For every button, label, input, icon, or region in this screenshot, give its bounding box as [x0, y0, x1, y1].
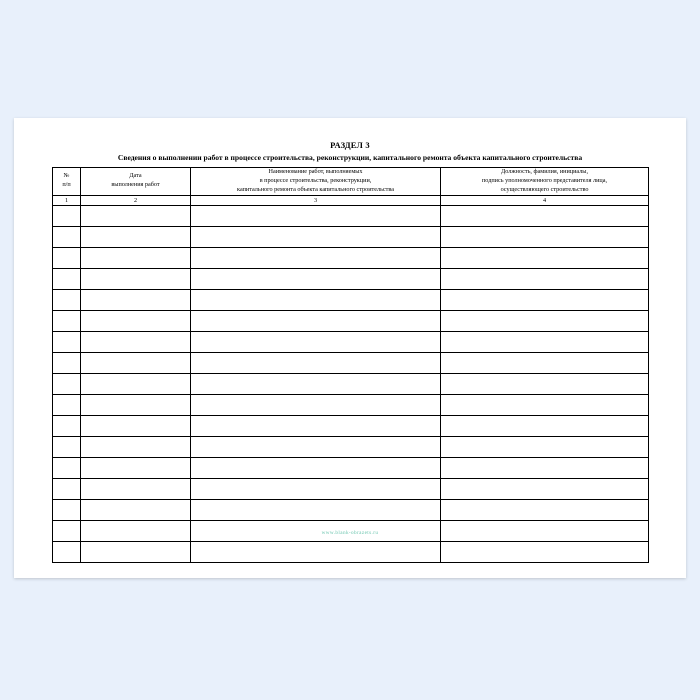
row-cell-representative[interactable]: [441, 436, 649, 457]
header-line: капитального ремонта объекта капитального строительства: [237, 185, 394, 193]
table-row[interactable]: [53, 415, 649, 436]
row-cell-date[interactable]: [81, 247, 191, 268]
table-body: [53, 205, 649, 562]
column-header-works-name: [191, 168, 441, 196]
table-row[interactable]: [53, 373, 649, 394]
table-row[interactable]: [53, 478, 649, 499]
row-cell-date[interactable]: [81, 415, 191, 436]
row-cell-number[interactable]: [53, 226, 81, 247]
row-cell-works-name[interactable]: [191, 394, 441, 415]
row-cell-representative[interactable]: [441, 373, 649, 394]
row-cell-date[interactable]: [81, 289, 191, 310]
row-cell-works-name[interactable]: [191, 541, 441, 562]
column-number-cell: 1: [53, 195, 81, 205]
row-cell-date[interactable]: [81, 499, 191, 520]
table-header-row: [53, 168, 649, 196]
column-number-cell: 4: [441, 195, 649, 205]
row-cell-representative[interactable]: [441, 520, 649, 541]
row-cell-works-name[interactable]: [191, 520, 441, 541]
column-number-cell: 3: [191, 195, 441, 205]
row-cell-number[interactable]: [53, 415, 81, 436]
row-cell-works-name[interactable]: [191, 247, 441, 268]
header-line: п/п: [62, 181, 71, 189]
table-row[interactable]: [53, 331, 649, 352]
row-cell-date[interactable]: [81, 373, 191, 394]
row-cell-works-name[interactable]: [191, 499, 441, 520]
column-header-number: [53, 168, 81, 196]
table-row[interactable]: [53, 268, 649, 289]
row-cell-number[interactable]: [53, 205, 81, 226]
row-cell-works-name[interactable]: [191, 331, 441, 352]
row-cell-works-name[interactable]: [191, 268, 441, 289]
row-cell-representative[interactable]: [441, 478, 649, 499]
row-cell-date[interactable]: [81, 436, 191, 457]
table-row[interactable]: [53, 541, 649, 562]
row-cell-number[interactable]: [53, 478, 81, 499]
row-cell-works-name[interactable]: [191, 436, 441, 457]
row-cell-works-name[interactable]: [191, 373, 441, 394]
row-cell-number[interactable]: [53, 499, 81, 520]
row-cell-representative[interactable]: [441, 499, 649, 520]
row-cell-date[interactable]: [81, 331, 191, 352]
row-cell-representative[interactable]: [441, 268, 649, 289]
row-cell-number[interactable]: [53, 268, 81, 289]
row-cell-works-name[interactable]: [191, 289, 441, 310]
row-cell-works-name[interactable]: [191, 310, 441, 331]
row-cell-number[interactable]: [53, 541, 81, 562]
row-cell-date[interactable]: [81, 478, 191, 499]
header-line: Должность, фамилия, инициалы,: [501, 168, 588, 175]
table-row[interactable]: [53, 499, 649, 520]
row-cell-date[interactable]: [81, 520, 191, 541]
row-cell-representative[interactable]: [441, 541, 649, 562]
table-row[interactable]: [53, 352, 649, 373]
row-cell-representative[interactable]: [441, 247, 649, 268]
row-cell-number[interactable]: [53, 394, 81, 415]
row-cell-number[interactable]: [53, 247, 81, 268]
row-cell-number[interactable]: [53, 352, 81, 373]
works-register-table: [52, 167, 649, 563]
header-line: Дата: [129, 172, 142, 180]
header-line: №: [63, 172, 70, 180]
row-cell-date[interactable]: [81, 457, 191, 478]
row-cell-representative[interactable]: [441, 394, 649, 415]
table-row[interactable]: [53, 520, 649, 541]
row-cell-number[interactable]: [53, 520, 81, 541]
row-cell-number[interactable]: [53, 289, 81, 310]
row-cell-number[interactable]: [53, 373, 81, 394]
row-cell-works-name[interactable]: [191, 205, 441, 226]
document-content: [52, 140, 648, 563]
row-cell-representative[interactable]: [441, 205, 649, 226]
table-column-numbers-row: [53, 195, 649, 205]
row-cell-number[interactable]: [53, 331, 81, 352]
table-row[interactable]: [53, 436, 649, 457]
document-page: [14, 118, 686, 578]
row-cell-works-name[interactable]: [191, 352, 441, 373]
row-cell-representative[interactable]: [441, 331, 649, 352]
row-cell-date[interactable]: [81, 352, 191, 373]
table-row[interactable]: [53, 394, 649, 415]
header-line: Наименование работ, выполняемых: [268, 168, 363, 175]
row-cell-number[interactable]: [53, 457, 81, 478]
row-cell-works-name[interactable]: [191, 478, 441, 499]
row-cell-representative[interactable]: [441, 415, 649, 436]
header-line: подпись уполномоченного представителя лица,: [481, 176, 607, 184]
row-cell-representative[interactable]: [441, 226, 649, 247]
row-cell-date[interactable]: [81, 268, 191, 289]
row-cell-representative[interactable]: [441, 457, 649, 478]
table-row[interactable]: [53, 289, 649, 310]
row-cell-representative[interactable]: [441, 310, 649, 331]
table-row[interactable]: [53, 226, 649, 247]
column-header-date: [81, 168, 191, 196]
row-cell-date[interactable]: [81, 226, 191, 247]
row-cell-works-name[interactable]: [191, 457, 441, 478]
row-cell-date[interactable]: [81, 310, 191, 331]
table-row[interactable]: [53, 247, 649, 268]
header-line: выполнения работ: [111, 181, 160, 189]
table-row[interactable]: [53, 310, 649, 331]
row-cell-works-name[interactable]: [191, 226, 441, 247]
row-cell-works-name[interactable]: [191, 415, 441, 436]
header-line: осуществляющего строительство: [500, 185, 589, 193]
row-cell-date[interactable]: [81, 541, 191, 562]
table-row[interactable]: [53, 205, 649, 226]
row-cell-representative[interactable]: [441, 289, 649, 310]
page-subtitle: Сведения о выполнении работ в процессе строительства, реконструкции, капитального ремонта объекта капитального строительства: [117, 153, 583, 162]
row-cell-number[interactable]: [53, 310, 81, 331]
header-line: в процессе строительства, реконструкции,: [259, 176, 372, 184]
row-cell-date[interactable]: [81, 394, 191, 415]
column-header-representative: [441, 168, 649, 196]
row-cell-date[interactable]: [81, 205, 191, 226]
column-number-cell: 2: [81, 195, 191, 205]
page-title: РАЗДЕЛ 3: [330, 140, 370, 150]
watermark-text: www.blank-obrazets.ru: [321, 530, 379, 536]
table-row[interactable]: [53, 457, 649, 478]
row-cell-number[interactable]: [53, 436, 81, 457]
row-cell-representative[interactable]: [441, 352, 649, 373]
